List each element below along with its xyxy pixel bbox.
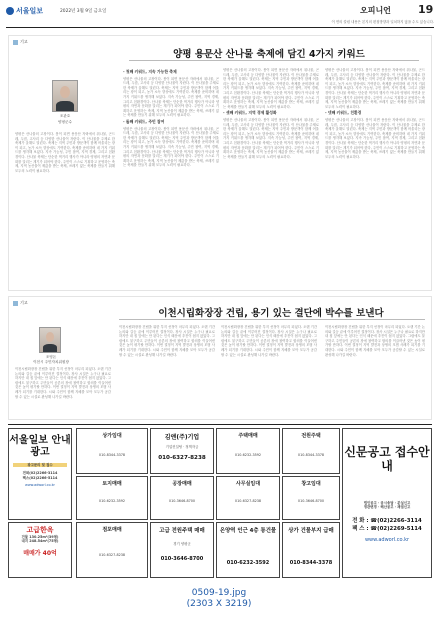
ad-classified-info — [8, 428, 72, 520]
ad-hanok-building: 건물 130.25m²(39평) — [21, 535, 59, 539]
article-box-2 — [8, 296, 432, 420]
article-2-column-2 — [119, 325, 215, 417]
ad-notice-line-1: 법인공고 · 공시송달 · 분실신고 — [363, 501, 411, 505]
ad-kimn-company — [150, 428, 214, 474]
headline-underline — [119, 319, 425, 320]
article-1-subhead-2: - 둘째 키워드, 주민 참여 — [123, 118, 165, 124]
small-ad-phone: 010-6327-8238 — [98, 553, 126, 557]
small-ad-title: 점포매매 — [102, 527, 122, 533]
small-ad-phone: 010-6232-3592 — [98, 499, 126, 503]
author-1-photo — [52, 80, 78, 112]
ad-public-notice — [342, 428, 432, 578]
ad-notice-fax: 팩 스 : ☎(02)2269-5114 — [352, 525, 422, 532]
small-ad-8 — [76, 522, 148, 578]
ad-country-house-title: 고급 전원주택 매매 — [159, 528, 205, 534]
ad-kimn-title: 김앤(주)기업 — [164, 434, 200, 441]
ad-country-house-desc: 경기 양평군 — [173, 542, 191, 546]
author-2-name: 조영돈 — [45, 355, 57, 359]
image-filename: 0509-19.jpg — [191, 588, 247, 598]
author-1-title: 양평군수 — [58, 120, 72, 124]
ad-notice-line-2: 정관변경 · 해산공고 · 채권신고 — [363, 505, 411, 510]
ad-hanok-land: 대지 248.54m²(75평) — [21, 539, 59, 544]
article-1-column-4 — [325, 68, 425, 286]
small-ad-title: 상가임대 — [102, 433, 122, 439]
small-ad-phone: 010-3646-8700 — [168, 499, 196, 503]
ad-classified-web[interactable]: www.adworl.co.kr — [25, 483, 55, 488]
ad-notice-title: 신문공고 접수안내 — [344, 445, 430, 473]
ad-kimn-desc: 기업컨설팅 · 정책자금 — [165, 445, 199, 449]
headline-underline — [129, 60, 419, 61]
article-1-column-3 — [223, 68, 319, 286]
author-1-name: 조관호 — [59, 114, 71, 118]
small-ad-phone: 010-8344-3378 — [297, 453, 325, 457]
small-ad-title: 공장매매 — [172, 481, 192, 487]
ad-classified-title: 서울일보 안내광고 — [9, 435, 71, 458]
small-ad-title: 사무실임대 — [235, 481, 261, 487]
article-2-body-copy: 이천시립화장장 건립을 위한 부지 선정이 마무리 되었다. 오랜 기간 논의와 갈등 끝에 이루어진 결정이다. 장사 시설은 누구나 필요로 하지만 내 집 앞에는 안 된다는 인식 때문에 추진이 쉽지 않았다. 그럼에도 불구하고 주민들이 공론의 장에 참여하고 합의를 이끌어낸 것은 높이 평가할 만하다. 이번 결정이 지역 발전과 상생의 모범 사례가 되기를 기대한다. 시와 주민이 함께 지혜를 모아 모두가 공감할 수 있는 시설로 완성해 나가길 바란다. — [119, 325, 215, 357]
section-title: 오피니언 — [360, 6, 391, 15]
ads-rule — [8, 424, 432, 425]
small-ad-4 — [216, 428, 280, 474]
ad-hanok-title: 고급한옥 — [26, 526, 54, 534]
small-ad-title: 전원주택 — [301, 433, 321, 439]
ad-onyang-title: 온양역 인근 4층 통건물 — [219, 528, 277, 534]
article-1-tag: 기고 — [13, 39, 28, 45]
small-ad-phone: 010-6232-3592 — [234, 453, 262, 457]
article-1-column-2 — [123, 68, 219, 286]
article-1-subhead-1: - 첫째 키워드, 지속 가능한 축제 — [123, 69, 177, 74]
article-1-column-1 — [15, 132, 115, 282]
small-ad-phone: 010-3646-8700 — [297, 499, 325, 503]
ad-store-land — [282, 522, 340, 578]
newspaper-logo: 서울일보 — [16, 7, 44, 15]
article-1-body-copy: 양평은 산나물의 고장이다. 봄이 되면 용문산 자락에서 취나물, 곤드레, 두릅, 고사리 등 다양한 산나물이 자란다. 이 산나물을 주제로 한 축제가 올해도 열린다. 축제는 지역 주민과 방문객이 함께 어울리는 장이 되고, 농가 소득 향상에도 기여한다. 축제를 준비하며 네 가지 키워드를 생각해 보았다. 지속 가능성, 주민 참여, 지역 경제, 그리고 친환경이다. 산나물 축제는 단순한 먹거리 행사가 아니라 양평의 자연과 문화를 알리는 계기가 되어야 한다. 주민이 스스로 기획하고 운영하는 축제, 지역 농산물이 제값을 받는 축제, 쓰레기 없는 축제를 만들기 위해 모두의 노력이 필요하다. — [325, 117, 425, 159]
small-ad-6 — [282, 428, 340, 474]
ad-country-house-phone: 010-3646-8700 — [160, 556, 204, 563]
tag-square-icon — [13, 301, 18, 306]
article-1-subhead-4: - 넷째 키워드, 친환경 — [325, 110, 362, 116]
ad-store-title: 상가 건물부지 급매 — [288, 528, 334, 534]
article-1-body-copy: 양평은 산나물의 고장이다. 봄이 되면 용문산 자락에서 취나물, 곤드레, 두릅, 고사리 등 다양한 산나물이 자란다. 이 산나물을 주제로 한 축제가 올해도 열린다. 축제는 지역 주민과 방문객이 함께 어울리는 장이 되고, 농가 소득 향상에도 기여한다. 축제를 준비하며 네 가지 키워드를 생각해 보았다. 지속 가능성, 주민 참여, 지역 경제, 그리고 친환경이다. 산나물 축제는 단순한 먹거리 행사가 아니라 양평의 자연과 문화를 알리는 계기가 되어야 한다. 주민이 스스로 기획하고 운영하는 축제, 지역 농산물이 제값을 받는 축제, 쓰레기 없는 축제를 만들기 위해 모두의 노력이 필요하다. — [223, 117, 319, 159]
ad-onyang-phone: 010-6232-3592 — [226, 560, 270, 566]
small-ad-title: 주택매매 — [238, 433, 258, 439]
ad-onyang-building — [216, 522, 280, 578]
editorial-note: 이 면의 칼럼 내용은 본지의 편집방향과 일치하지 않을 수도 있습니다. — [331, 20, 434, 24]
article-2-column-3 — [221, 325, 317, 417]
small-ad-5 — [216, 476, 280, 520]
tag-square-icon — [13, 40, 18, 45]
ad-store-phone: 010-8344-3378 — [289, 560, 333, 566]
article-1-body-copy: 양평은 산나물의 고장이다. 봄이 되면 용문산 자락에서 취나물, 곤드레, 두릅, 고사리 등 다양한 산나물이 자란다. 이 산나물을 주제로 한 축제가 올해도 열린다. 축제는 지역 주민과 방문객이 함께 어울리는 장이 되고, 농가 소득 향상에도 기여한다. 축제를 준비하며 네 가지 키워드를 생각해 보았다. 지속 가능성, 주민 참여, 지역 경제, 그리고 친환경이다. 산나물 축제는 단순한 먹거리 행사가 아니라 양평의 자연과 문화를 알리는 계기가 되어야 한다. 주민이 스스로 기획하고 운영하는 축제, 지역 농산물이 제값을 받는 축제, 쓰레기 없는 축제를 만들기 위해 모두의 노력이 필요하다. — [223, 68, 319, 109]
page-number: 19 — [418, 3, 434, 16]
image-caption — [0, 588, 438, 610]
article-2-headline: 이천시립화장장 건립, 용기 있는 결단에 박수를 보낸다 — [158, 308, 384, 319]
article-2-column-1 — [15, 367, 111, 417]
article-1-body: 양평은 산나물의 고장이다. 봄이 되면 용문산 자락에서 취나물, 곤드레, 두릅, 고사리 등 다양한 산나물이 자란다. 이 산나물을 주제로 한 축제가 올해도 열린다. 축제는 지역 주민과 방문객이 함께 어울리는 장이 되고, 농가 소득 향상에도 기여한다. 축제를 준비하며 네 가지 키워드를 생각해 보았다. 지속 가능성, 주민 참여, 지역 경제, 그리고 친환경이다. 산나물 축제는 단순한 먹거리 행사가 아니라 양평의 자연과 문화를 알리는 계기가 되어야 한다. 주민이 스스로 기획하고 운영하는 축제, 지역 농산물이 제값을 받는 축제, 쓰레기 없는 축제를 만들기 위해 모두의 노력이 필요하다. — [15, 132, 115, 173]
article-1-headline: 양평 용문산 산나물 축제에 담긴 4가지 키워드 — [173, 49, 365, 60]
ad-classified-fax: 팩스(02)2266-5114 — [22, 475, 58, 480]
article-1-body-copy: 양평은 산나물의 고장이다. 봄이 되면 용문산 자락에서 취나물, 곤드레, 두릅, 고사리 등 다양한 산나물이 자란다. 이 산나물을 주제로 한 축제가 올해도 열린다. 축제는 지역 주민과 방문객이 함께 어울리는 장이 되고, 농가 소득 향상에도 기여한다. 축제를 준비하며 네 가지 키워드를 생각해 보았다. 지속 가능성, 주민 참여, 지역 경제, 그리고 친환경이다. 산나물 축제는 단순한 먹거리 행사가 아니라 양평의 자연과 문화를 알리는 계기가 되어야 한다. 주민이 스스로 기획하고 운영하는 축제, 지역 농산물이 제값을 받는 축제, 쓰레기 없는 축제를 만들기 위해 모두의 노력이 필요하다. — [123, 76, 219, 118]
article-2-body: 이천시립화장장 건립을 위한 부지 선정이 마무리 되었다. 오랜 기간 논의와 갈등 끝에 이루어진 결정이다. 장사 시설은 누구나 필요로 하지만 내 집 앞에는 안 된다는 인식 때문에 추진이 쉽지 않았다. 그럼에도 불구하고 주민들이 공론의 장에 참여하고 합의를 이끌어낸 것은 높이 평가할 만하다. 이번 결정이 지역 발전과 상생의 모범 사례가 되기를 기대한다. 시와 주민이 함께 지혜를 모아 모두가 공감할 수 있는 시설로 완성해 나가길 바란다. — [15, 367, 111, 399]
ad-notice-web[interactable]: www.adworl.co.kr — [364, 536, 410, 543]
newspaper-logo-icon — [6, 7, 14, 15]
article-box-1 — [8, 35, 432, 291]
ad-hanok-price: 매매가 40억 — [23, 549, 57, 557]
small-ad-3 — [150, 476, 214, 520]
ad-hanok — [8, 522, 72, 578]
article-2-column-4 — [325, 325, 425, 417]
article-2-tag: 기고 — [13, 300, 28, 306]
ad-classified-phone: 전화(02)2266-3114 — [22, 471, 58, 476]
article-2-body-copy: 이천시립화장장 건립을 위한 부지 선정이 마무리 되었다. 오랜 기간 논의와 갈등 끝에 이루어진 결정이다. 장사 시설은 누구나 필요로 하지만 내 집 앞에는 안 된다는 인식 때문에 추진이 쉽지 않았다. 그럼에도 불구하고 주민들이 공론의 장에 참여하고 합의를 이끌어낸 것은 높이 평가할 만하다. 이번 결정이 지역 발전과 상생의 모범 사례가 되기를 기대한다. 시와 주민이 함께 지혜를 모아 모두가 공감할 수 있는 시설로 완성해 나가길 바란다. — [221, 325, 317, 357]
header-rule — [6, 27, 434, 28]
article-1-subhead-3: - 셋째 키워드, 지역 경제 활성화 — [223, 110, 277, 116]
issue-date: 2022년 3월 9일 금요일 — [60, 9, 107, 14]
ad-classified-subtitle: 광고문의 및 접수 — [13, 463, 67, 467]
small-ad-phone: 010-6327-8238 — [234, 499, 262, 503]
small-ad-2 — [76, 476, 148, 520]
small-ad-title: 토지매매 — [102, 481, 122, 487]
ad-kimn-phone: 010-6327-8238 — [158, 455, 206, 462]
small-ad-1 — [76, 428, 148, 474]
small-ad-phone: 010-8344-3378 — [98, 453, 126, 457]
article-2-body-copy: 이천시립화장장 건립을 위한 부지 선정이 마무리 되었다. 오랜 기간 논의와 갈등 끝에 이루어진 결정이다. 장사 시설은 누구나 필요로 하지만 내 집 앞에는 안 된다는 인식 때문에 추진이 쉽지 않았다. 그럼에도 불구하고 주민들이 공론의 장에 참여하고 합의를 이끌어낸 것은 높이 평가할 만하다. 이번 결정이 지역 발전과 상생의 모범 사례가 되기를 기대한다. 시와 주민이 함께 지혜를 모아 모두가 공감할 수 있는 시설로 완성해 나가길 바란다. — [325, 325, 425, 357]
ad-notice-phone: 전 화 : ☎(02)2266-3114 — [352, 517, 422, 524]
author-2-title: 이천시 주민자치위원장 — [33, 360, 69, 364]
small-ad-title: 창고임대 — [301, 481, 321, 487]
author-2-photo — [39, 327, 61, 353]
image-dimensions: (2303 X 3219) — [186, 599, 252, 609]
article-1-body-copy: 양평은 산나물의 고장이다. 봄이 되면 용문산 자락에서 취나물, 곤드레, 두릅, 고사리 등 다양한 산나물이 자란다. 이 산나물을 주제로 한 축제가 올해도 열린다. 축제는 지역 주민과 방문객이 함께 어울리는 장이 되고, 농가 소득 향상에도 기여한다. 축제를 준비하며 네 가지 키워드를 생각해 보았다. 지속 가능성, 주민 참여, 지역 경제, 그리고 친환경이다. 산나물 축제는 단순한 먹거리 행사가 아니라 양평의 자연과 문화를 알리는 계기가 되어야 한다. 주민이 스스로 기획하고 운영하는 축제, 지역 농산물이 제값을 받는 축제, 쓰레기 없는 축제를 만들기 위해 모두의 노력이 필요하다. — [325, 68, 425, 109]
small-ad-7 — [282, 476, 340, 520]
ad-country-house — [150, 522, 214, 578]
article-1-body-copy: 양평은 산나물의 고장이다. 봄이 되면 용문산 자락에서 취나물, 곤드레, 두릅, 고사리 등 다양한 산나물이 자란다. 이 산나물을 주제로 한 축제가 올해도 열린다. 축제는 지역 주민과 방문객이 함께 어울리는 장이 되고, 농가 소득 향상에도 기여한다. 축제를 준비하며 네 가지 키워드를 생각해 보았다. 지속 가능성, 주민 참여, 지역 경제, 그리고 친환경이다. 산나물 축제는 단순한 먹거리 행사가 아니라 양평의 자연과 문화를 알리는 계기가 되어야 한다. 주민이 스스로 기획하고 운영하는 축제, 지역 농산물이 제값을 받는 축제, 쓰레기 없는 축제를 만들기 위해 모두의 노력이 필요하다. — [123, 126, 219, 168]
page-header — [0, 0, 438, 30]
